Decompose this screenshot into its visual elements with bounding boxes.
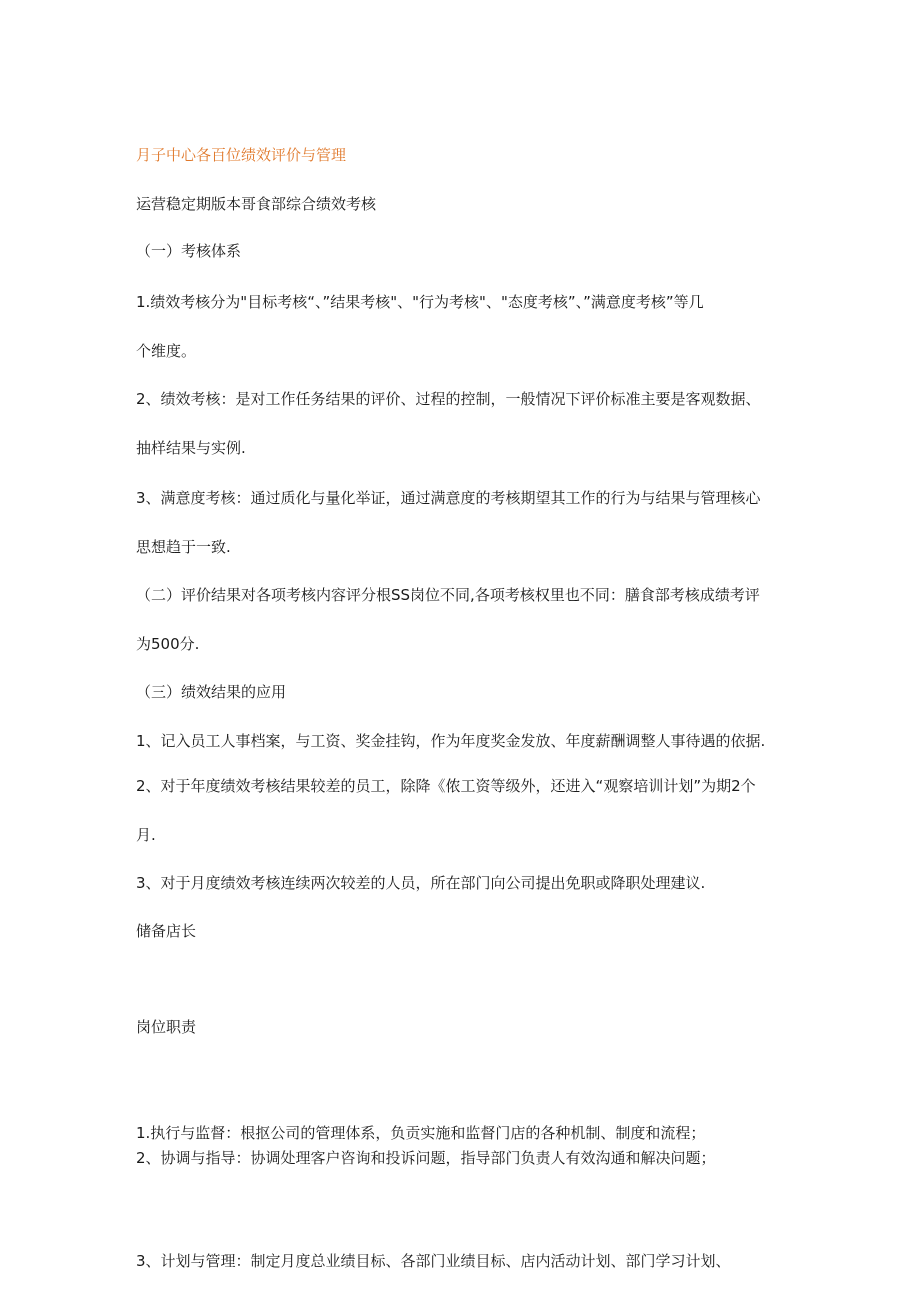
item1-line2: 个维度。 <box>136 342 197 360</box>
section2-line1: （二）评价结果对各项考核内容评分根SS岗位不同,各项考核权里也不同：膳食部考核成绩考评 <box>136 586 760 604</box>
application-item-2-line2: 月. <box>136 826 156 844</box>
item2-line1: 2、绩效考核：是对工作任务结果的评价、过程的控制，一般情况下评价标准主要是客观数据、 <box>136 390 761 408</box>
section3-heading: （三）绩效结果的应用 <box>136 683 287 701</box>
section1-heading: （一）考核体系 <box>136 242 242 260</box>
item2-line2: 抽样结果与实例. <box>136 439 246 457</box>
item3-line1: 3、满意度考核：通过质化与量化举证，通过满意度的考核期望其工作的行为与结果与管理核心 <box>136 489 761 507</box>
application-item-2-line1: 2、对于年度绩效考核结果较差的员工，除降《侬工资等级外，还进入“观察培训计划”为期2个 <box>136 777 756 795</box>
duty-item-3: 3、计划与管理：制定月度总业绩目标、各部门业绩目标、店内活动计划、部门学习计划、 <box>136 1252 731 1270</box>
document-subtitle: 运营稳定期版本哥食部综合绩效考核 <box>136 195 377 213</box>
application-item-1: 1、记入员工人事档案，与工资、奖金挂钩，作为年度奖金发放、年度薪酬调整人事待遇的依据. <box>136 732 766 750</box>
item1-line1: 1.绩效考核分为"目标考核“、”结果考核"、"行为考核"、"态度考核”、”满意度考核”等几 <box>136 293 704 311</box>
duty-item-2: 2、协调与指导：协调处理客户咨询和投诉问题，指导部门负责人有效沟通和解决问题； <box>136 1149 716 1167</box>
duty-item-1: 1.执行与监督：根抠公司的管理体系，负贡实施和监督门店的各种机制、制度和流程； <box>136 1124 706 1142</box>
item3-line2: 思想趋于一致. <box>136 538 231 556</box>
application-item-3: 3、对于月度绩效考核连续两次较差的人员，所在部门向公司提出免职或降职处理建议. <box>136 874 706 892</box>
duties-heading: 岗位职责 <box>136 1018 197 1036</box>
role-title: 储备店长 <box>136 922 197 940</box>
section2-line2: 为500分. <box>136 635 200 653</box>
document-title: 月子中心各百位绩效评价与管理 <box>136 146 347 164</box>
